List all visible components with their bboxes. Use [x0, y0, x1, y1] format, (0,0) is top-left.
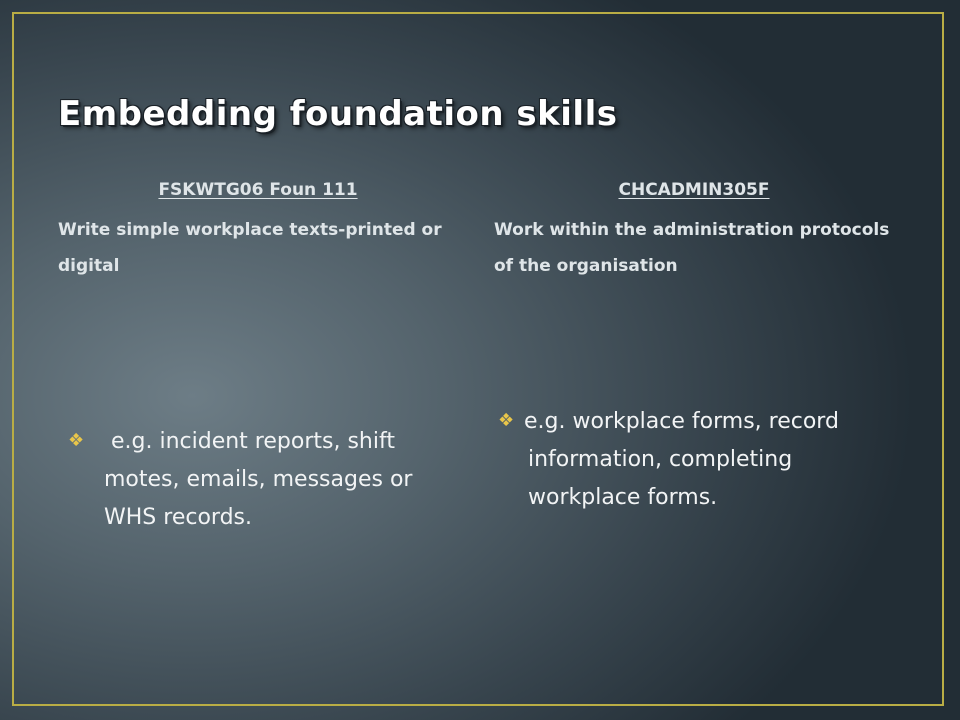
bullet-item-right: [494, 402, 884, 517]
diamond-cluster-icon: ❖: [498, 410, 515, 431]
bullet-text-left: e.g. incident reports, shift motes, emails, messages or WHS records.: [104, 429, 413, 530]
bullet-text-right: e.g. workplace forms, record information, completing workplace forms.: [524, 409, 839, 510]
bullet-item-left: [58, 422, 468, 537]
unit-description-left: Write simple workplace texts-printed or digital: [58, 220, 442, 276]
right-column: [494, 180, 894, 510]
unit-code-left: FSKWTG06 Foun 111: [158, 180, 358, 200]
left-column: [58, 180, 468, 530]
unit-code-right: CHCADMIN305F: [618, 180, 770, 200]
unit-description-right: Work within the administration protocols of the organisation: [494, 220, 890, 276]
diamond-cluster-icon: ❖: [68, 430, 85, 451]
slide-title: Embedding foundation skills: [58, 94, 618, 134]
